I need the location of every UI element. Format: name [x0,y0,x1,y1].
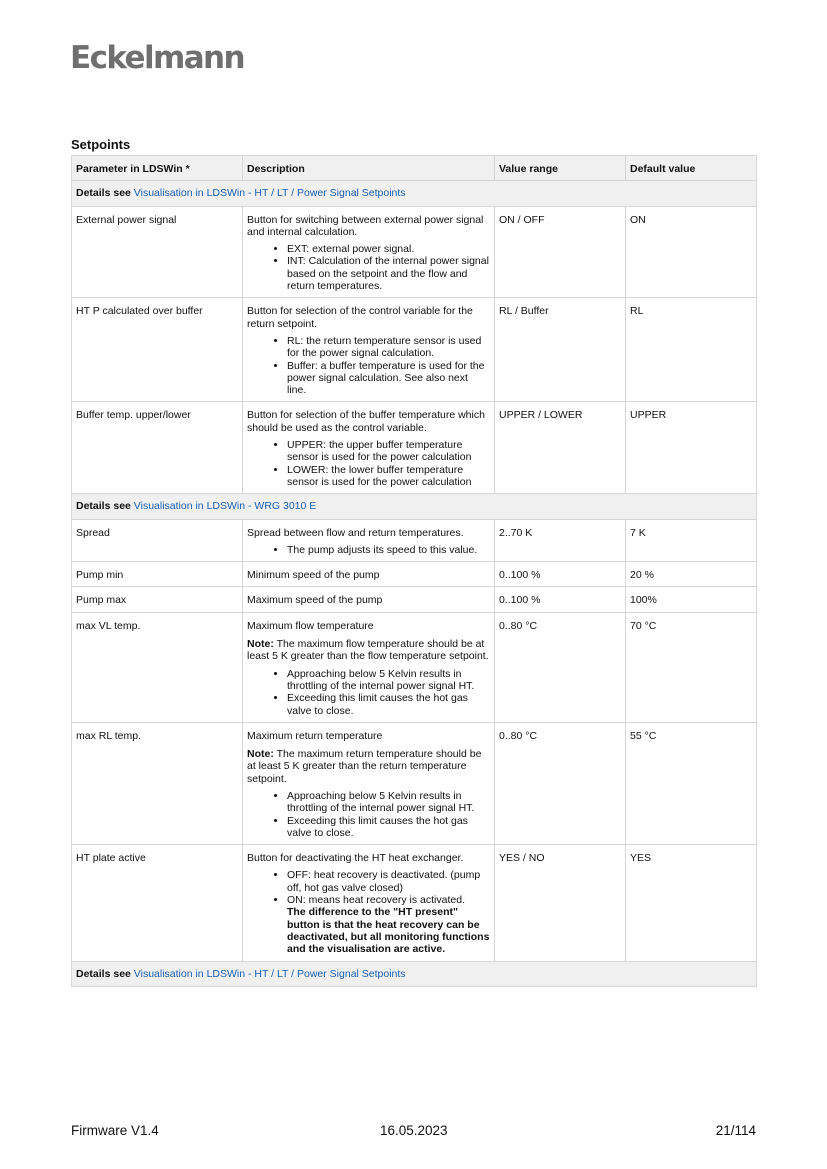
bullet-item: • RL: the return temperature sensor is used for the power signal calculation. [287,335,490,360]
description-text: Button for selection of the control variable for the return setpoint. [247,305,473,330]
note-text: The maximum flow temperature should be at least 5 K greater than the flow temperature setpoint. [247,638,489,663]
table-row [72,612,757,722]
param-description [243,722,495,844]
description-text: Maximum flow temperature [247,619,374,632]
table-row [72,206,757,298]
note-paragraph [247,638,490,663]
footer-date: 16.05.2023 [380,1123,448,1138]
header-default-value: Default value [626,156,757,181]
footer-firmware: Firmware V1.4 [71,1123,159,1138]
bullet-item: • Exceeding this limit causes the hot gas valve to close. [287,815,490,840]
table-row [72,562,757,587]
details-label: Details see [76,967,131,980]
bullet-item: • Buffer: a buffer temperature is used for the power signal calculation. See also next line. [287,360,490,397]
value-range: UPPER / LOWER [495,402,626,494]
bullet-item: • The pump adjusts its speed to this value. [287,544,490,556]
default-value: UPPER [626,402,757,494]
header-value-range: Value range [495,156,626,181]
default-value: RL [626,298,757,402]
default-value: 55 °C [626,722,757,844]
details-label: Details see [76,187,131,200]
header-parameter: Parameter in LDSWin * [72,156,243,181]
bullet-item: • INT: Calculation of the internal power signal based on the setpoint and the flow and return temperatures. [287,255,490,292]
default-value: 70 °C [626,612,757,722]
details-link[interactable]: Visualisation in LDSWin - WRG 3010 E [133,500,317,513]
param-name: HT plate active [72,845,243,961]
bullet-list [247,668,490,717]
param-description [243,612,495,722]
param-name: max VL temp. [72,612,243,722]
details-row [72,494,757,519]
description-text: Spread between flow and return temperatures. [247,526,464,539]
bullet-item: • EXT: external power signal. [287,243,490,255]
bullet-list [247,439,490,488]
value-range: 0..100 % [495,562,626,587]
param-description [243,519,495,562]
default-value: YES [626,845,757,961]
table-row [72,298,757,402]
note-label: Note: [247,638,274,651]
description-text: Button for switching between external power signal and internal calculation. [247,213,484,238]
param-name: External power signal [72,206,243,298]
bullet-item [287,894,490,955]
param-description [243,298,495,402]
bullet-list [247,243,490,292]
value-range: 0..80 °C [495,722,626,844]
details-row [72,181,757,206]
default-value: ON [626,206,757,298]
bullet-item: • Exceeding this limit causes the hot gas valve to close. [287,692,490,717]
param-name: max RL temp. [72,722,243,844]
table-row [72,722,757,844]
note-text: The maximum return temperature should be at least 5 K greater than the return temperature setpoint. [247,748,482,785]
table-header-row [72,156,757,181]
bullet-item: • UPPER: the upper buffer temperature sensor is used for the power calculation [287,439,490,464]
default-value: 20 % [626,562,757,587]
value-range: 0..100 % [495,587,626,612]
param-name: Spread [72,519,243,562]
param-description [243,845,495,961]
table-row [72,519,757,562]
description-text: Button for selection of the buffer temperature which should be used as the control variable. [247,409,485,434]
param-description: Minimum speed of the pump [243,562,495,587]
default-value: 7 K [626,519,757,562]
eckelmann-logo: Eckelmann [70,40,244,76]
value-range: YES / NO [495,845,626,961]
description-text: Button for deactivating the HT heat exchanger. [247,852,464,865]
bullet-list [247,335,490,396]
bullet-list [247,544,490,556]
value-range: 0..80 °C [495,612,626,722]
bullet-list [247,869,490,955]
table-row [72,587,757,612]
value-range: ON / OFF [495,206,626,298]
value-range: RL / Buffer [495,298,626,402]
bold-remark: The difference to the "HT present" button is that the heat recovery can be deactivated, but all monitoring functions and the visualisation are active. [287,906,490,956]
table-row [72,845,757,961]
param-name: Pump min [72,562,243,587]
value-range: 2..70 K [495,519,626,562]
details-label: Details see [76,500,131,513]
details-link[interactable]: Visualisation in LDSWin - HT / LT / Power Signal Setpoints [133,967,406,980]
param-name: Buffer temp. upper/lower [72,402,243,494]
table-row [72,402,757,494]
details-link[interactable]: Visualisation in LDSWin - HT / LT / Power Signal Setpoints [133,187,406,200]
note-paragraph [247,748,490,785]
section-title: Setpoints [71,137,131,152]
param-description [243,206,495,298]
setpoints-table [71,155,757,987]
description-text: Maximum return temperature [247,729,383,742]
header-description: Description [243,156,495,181]
footer-page-number: 21/114 [715,1123,756,1138]
bullet-list [247,790,490,839]
bullet-item: • Approaching below 5 Kelvin results in throttling of the internal power signal HT. [287,668,490,693]
bullet-item: • Approaching below 5 Kelvin results in throttling of the internal power signal HT. [287,790,490,815]
note-label: Note: [247,748,274,761]
param-description: Maximum speed of the pump [243,587,495,612]
param-description [243,402,495,494]
bullet-item: • OFF: heat recovery is deactivated. (pump off, hot gas valve closed) [287,869,490,894]
bullet-text: ON: means heat recovery is activated. [287,894,465,907]
param-name: HT P calculated over buffer [72,298,243,402]
default-value: 100% [626,587,757,612]
details-row [72,961,757,986]
bullet-item: • LOWER: the lower buffer temperature sensor is used for the power calculation [287,464,490,489]
param-name: Pump max [72,587,243,612]
